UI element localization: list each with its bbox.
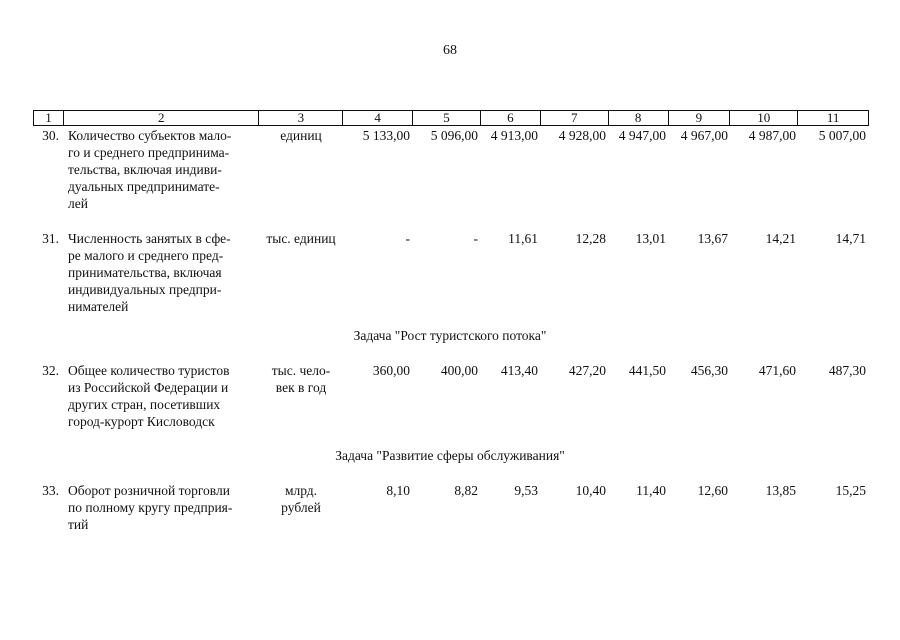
value-col-10: 4 987,00 <box>748 128 796 143</box>
table-header <box>33 110 869 126</box>
value-col-8: 13,01 <box>635 231 666 246</box>
indicator-name: Численность занятых в сфе- ре малого и среднего пред- принимательства, включая индивидуальных предпри- нимателей <box>68 231 231 314</box>
value-col-8: 11,40 <box>636 483 666 498</box>
value-col-9: 4 967,00 <box>680 128 728 143</box>
value-col-10: 13,85 <box>765 483 796 498</box>
header-col-10: 10 <box>730 111 798 125</box>
value-col-5: 400,00 <box>440 363 478 378</box>
value-col-7: 12,28 <box>575 231 606 246</box>
indicator-name: Оборот розничной торговли по полному кругу предприя- тий <box>68 483 233 532</box>
task-heading: Задача "Развитие сферы обслуживания" <box>335 448 565 463</box>
header-col-8: 8 <box>609 111 669 125</box>
value-col-10: 471,60 <box>758 363 796 378</box>
value-col-5: 8,82 <box>454 483 478 498</box>
value-col-11: 14,71 <box>835 231 866 246</box>
value-col-11: 15,25 <box>835 483 866 498</box>
value-col-9: 456,30 <box>690 363 728 378</box>
header-col-2: 2 <box>64 111 260 125</box>
unit: тыс. единиц <box>266 231 336 246</box>
table-row <box>33 482 869 533</box>
indicator-name: Количество субъектов мало- го и среднего предпринима- тельства, включая индиви- дуальных предпринимате- лей <box>68 128 232 211</box>
page-number: 68 <box>443 43 457 58</box>
table-row <box>33 127 869 212</box>
table-row <box>33 230 869 315</box>
row-number: 33. <box>42 483 59 498</box>
value-col-9: 13,67 <box>697 231 728 246</box>
header-col-1: 1 <box>34 111 64 125</box>
header-col-3: 3 <box>259 111 343 125</box>
header-col-9: 9 <box>669 111 731 125</box>
value-col-11: 5 007,00 <box>818 128 866 143</box>
table-row <box>33 362 869 430</box>
row-number: 31. <box>42 231 59 246</box>
value-col-5: - <box>473 231 478 246</box>
value-col-6: 4 913,00 <box>490 128 538 143</box>
header-col-5: 5 <box>413 111 481 125</box>
value-col-6: 9,53 <box>514 483 538 498</box>
value-col-5: 5 096,00 <box>430 128 478 143</box>
task-heading: Задача "Рост туристского потока" <box>353 328 547 343</box>
value-col-7: 10,40 <box>575 483 606 498</box>
value-col-4: 360,00 <box>372 363 410 378</box>
value-col-10: 14,21 <box>765 231 796 246</box>
value-col-6: 413,40 <box>500 363 538 378</box>
value-col-7: 427,20 <box>568 363 606 378</box>
value-col-4: 8,10 <box>386 483 410 498</box>
header-col-6: 6 <box>481 111 541 125</box>
indicator-name: Общее количество туристов из Российской Федерации и других стран, посетивших город-курорт Кисловодск <box>68 363 230 429</box>
value-col-11: 487,30 <box>828 363 866 378</box>
value-col-6: 11,61 <box>508 231 538 246</box>
value-col-4: 5 133,00 <box>362 128 410 143</box>
value-col-7: 4 928,00 <box>558 128 606 143</box>
unit: млрд. рублей <box>281 483 321 515</box>
header-col-7: 7 <box>541 111 609 125</box>
value-col-4: - <box>405 231 410 246</box>
value-col-8: 4 947,00 <box>618 128 666 143</box>
header-col-4: 4 <box>343 111 413 125</box>
row-number: 32. <box>42 363 59 378</box>
value-col-9: 12,60 <box>697 483 728 498</box>
unit: единиц <box>280 128 322 143</box>
value-col-8: 441,50 <box>628 363 666 378</box>
row-number: 30. <box>42 128 59 143</box>
unit: тыс. чело- век в год <box>271 363 331 395</box>
header-col-11: 11 <box>826 110 840 125</box>
